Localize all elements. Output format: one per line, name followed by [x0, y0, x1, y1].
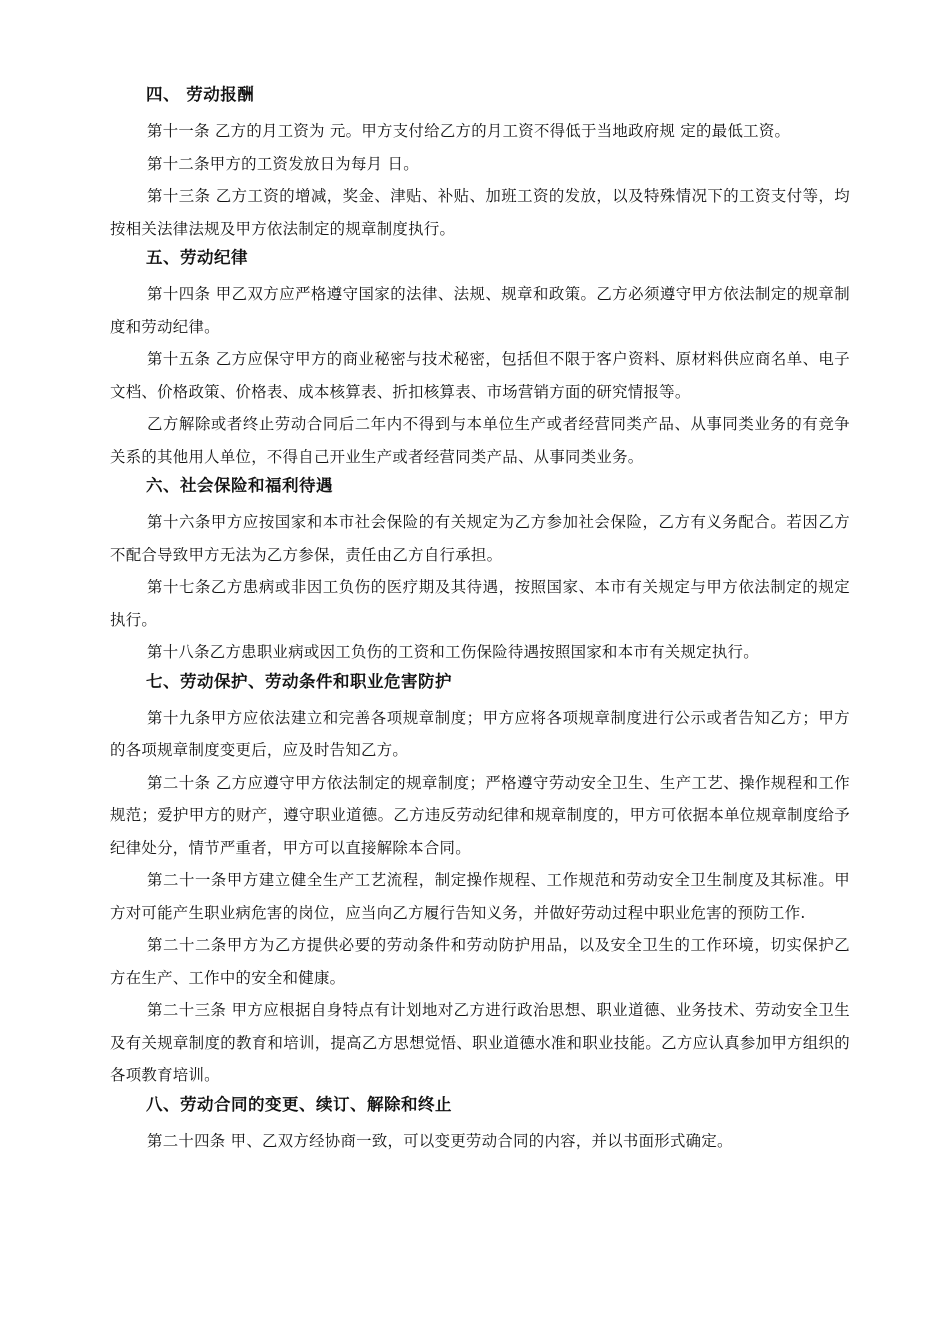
clause-22: 第二十二条甲方为乙方提供必要的劳动条件和劳动防护用品，以及安全卫生的工作环境，切实保护乙方在生产、工作中的安全和健康。: [110, 936, 850, 987]
clause-14: 第十四条 甲乙双方应严格遵守国家的法律、法规、规章和政策。乙方必须遵守甲方依法制定的规章制度和劳动纪律。: [110, 285, 850, 336]
clause-18: 第十八条乙方患职业病或因工负伤的工资和工伤保险待遇按照国家和本市有关规定执行。: [147, 643, 759, 661]
clause-11: 第十一条 乙方的月工资为 元。甲方支付给乙方的月工资不得低于当地政府规 定的最低工资。: [147, 122, 791, 140]
clause-15: 第十五条 乙方应保守甲方的商业秘密与技术秘密，包括但不限于客户资料、原材料供应商名单、电子文档、价格政策、价格表、成本核算表、折扣核算表、市场营销方面的研究情报等。: [110, 350, 850, 401]
clause-24: 第二十四条 甲、乙双方经协商一致，可以变更劳动合同的内容，并以书面形式确定。: [147, 1131, 733, 1150]
clause-17: 第十七条乙方患病或非因工负伤的医疗期及其待遇，按照国家、本市有关规定与甲方依法制定的规定执行。: [110, 578, 850, 629]
document-body: [110, 82, 850, 1157]
section-heading-4: 四、 劳动报酬: [146, 85, 255, 104]
clause-16: 第十六条甲方应按国家和本市社会保险的有关规定为乙方参加社会保险，乙方有义务配合。若因乙方不配合导致甲方无法为乙方参保，责任由乙方自行承担。: [110, 513, 850, 564]
section-heading-7: 七、劳动保护、劳动条件和职业危害防护: [146, 671, 452, 691]
clause-12: 第十二条甲方的工资发放日为每月 日。: [147, 154, 419, 173]
section-heading-5: 五、劳动纪律: [146, 248, 248, 267]
clause-21: 第二十一条甲方建立健全生产工艺流程，制定操作规程、工作规范和劳动安全卫生制度及其标准。甲方对可能产生职业病危害的岗位，应当向乙方履行告知义务，并做好劳动过程中职业危害的预防工作.: [110, 871, 850, 922]
non-compete-paragraph: 乙方解除或者终止劳动合同后二年内不得到与本单位生产或者经营同类产品、从事同类业务的有竞争关系的其他用人单位，不得自己开业生产或者经营同类产品、从事同类业务。: [110, 415, 850, 466]
clause-19: 第十九条甲方应依法建立和完善各项规章制度；甲方应将各项规章制度进行公示或者告知乙方；甲方的各项规章制度变更后，应及时告知乙方。: [110, 708, 850, 759]
section-heading-6: 六、社会保险和福利待遇: [146, 476, 333, 495]
clause-13: 第十三条 乙方工资的增减，奖金、津贴、补贴、加班工资的发放，以及特殊情况下的工资支付等，均按相关法律法规及甲方依法制定的规章制度执行。: [110, 187, 850, 238]
clause-20: 第二十条 乙方应遵守甲方依法制定的规章制度；严格遵守劳动安全卫生、生产工艺、操作规程和工作规范；爱护甲方的财产，遵守职业道德。乙方违反劳动纪律和规章制度的，甲方可依据本单位规章制度给予纪律处分，情节严重者，甲方可以直接解除本合同。: [110, 773, 850, 857]
clause-23: 第二十三条 甲方应根据自身特点有计划地对乙方进行政治思想、职业道德、业务技术、劳动安全卫生及有关规章制度的教育和培训，提高乙方思想觉悟、职业道德水准和职业技能。乙方应认真参加甲方组织的各项教育培训。: [110, 1001, 850, 1084]
section-heading-8: 八、劳动合同的变更、续订、解除和终止: [146, 1094, 452, 1114]
